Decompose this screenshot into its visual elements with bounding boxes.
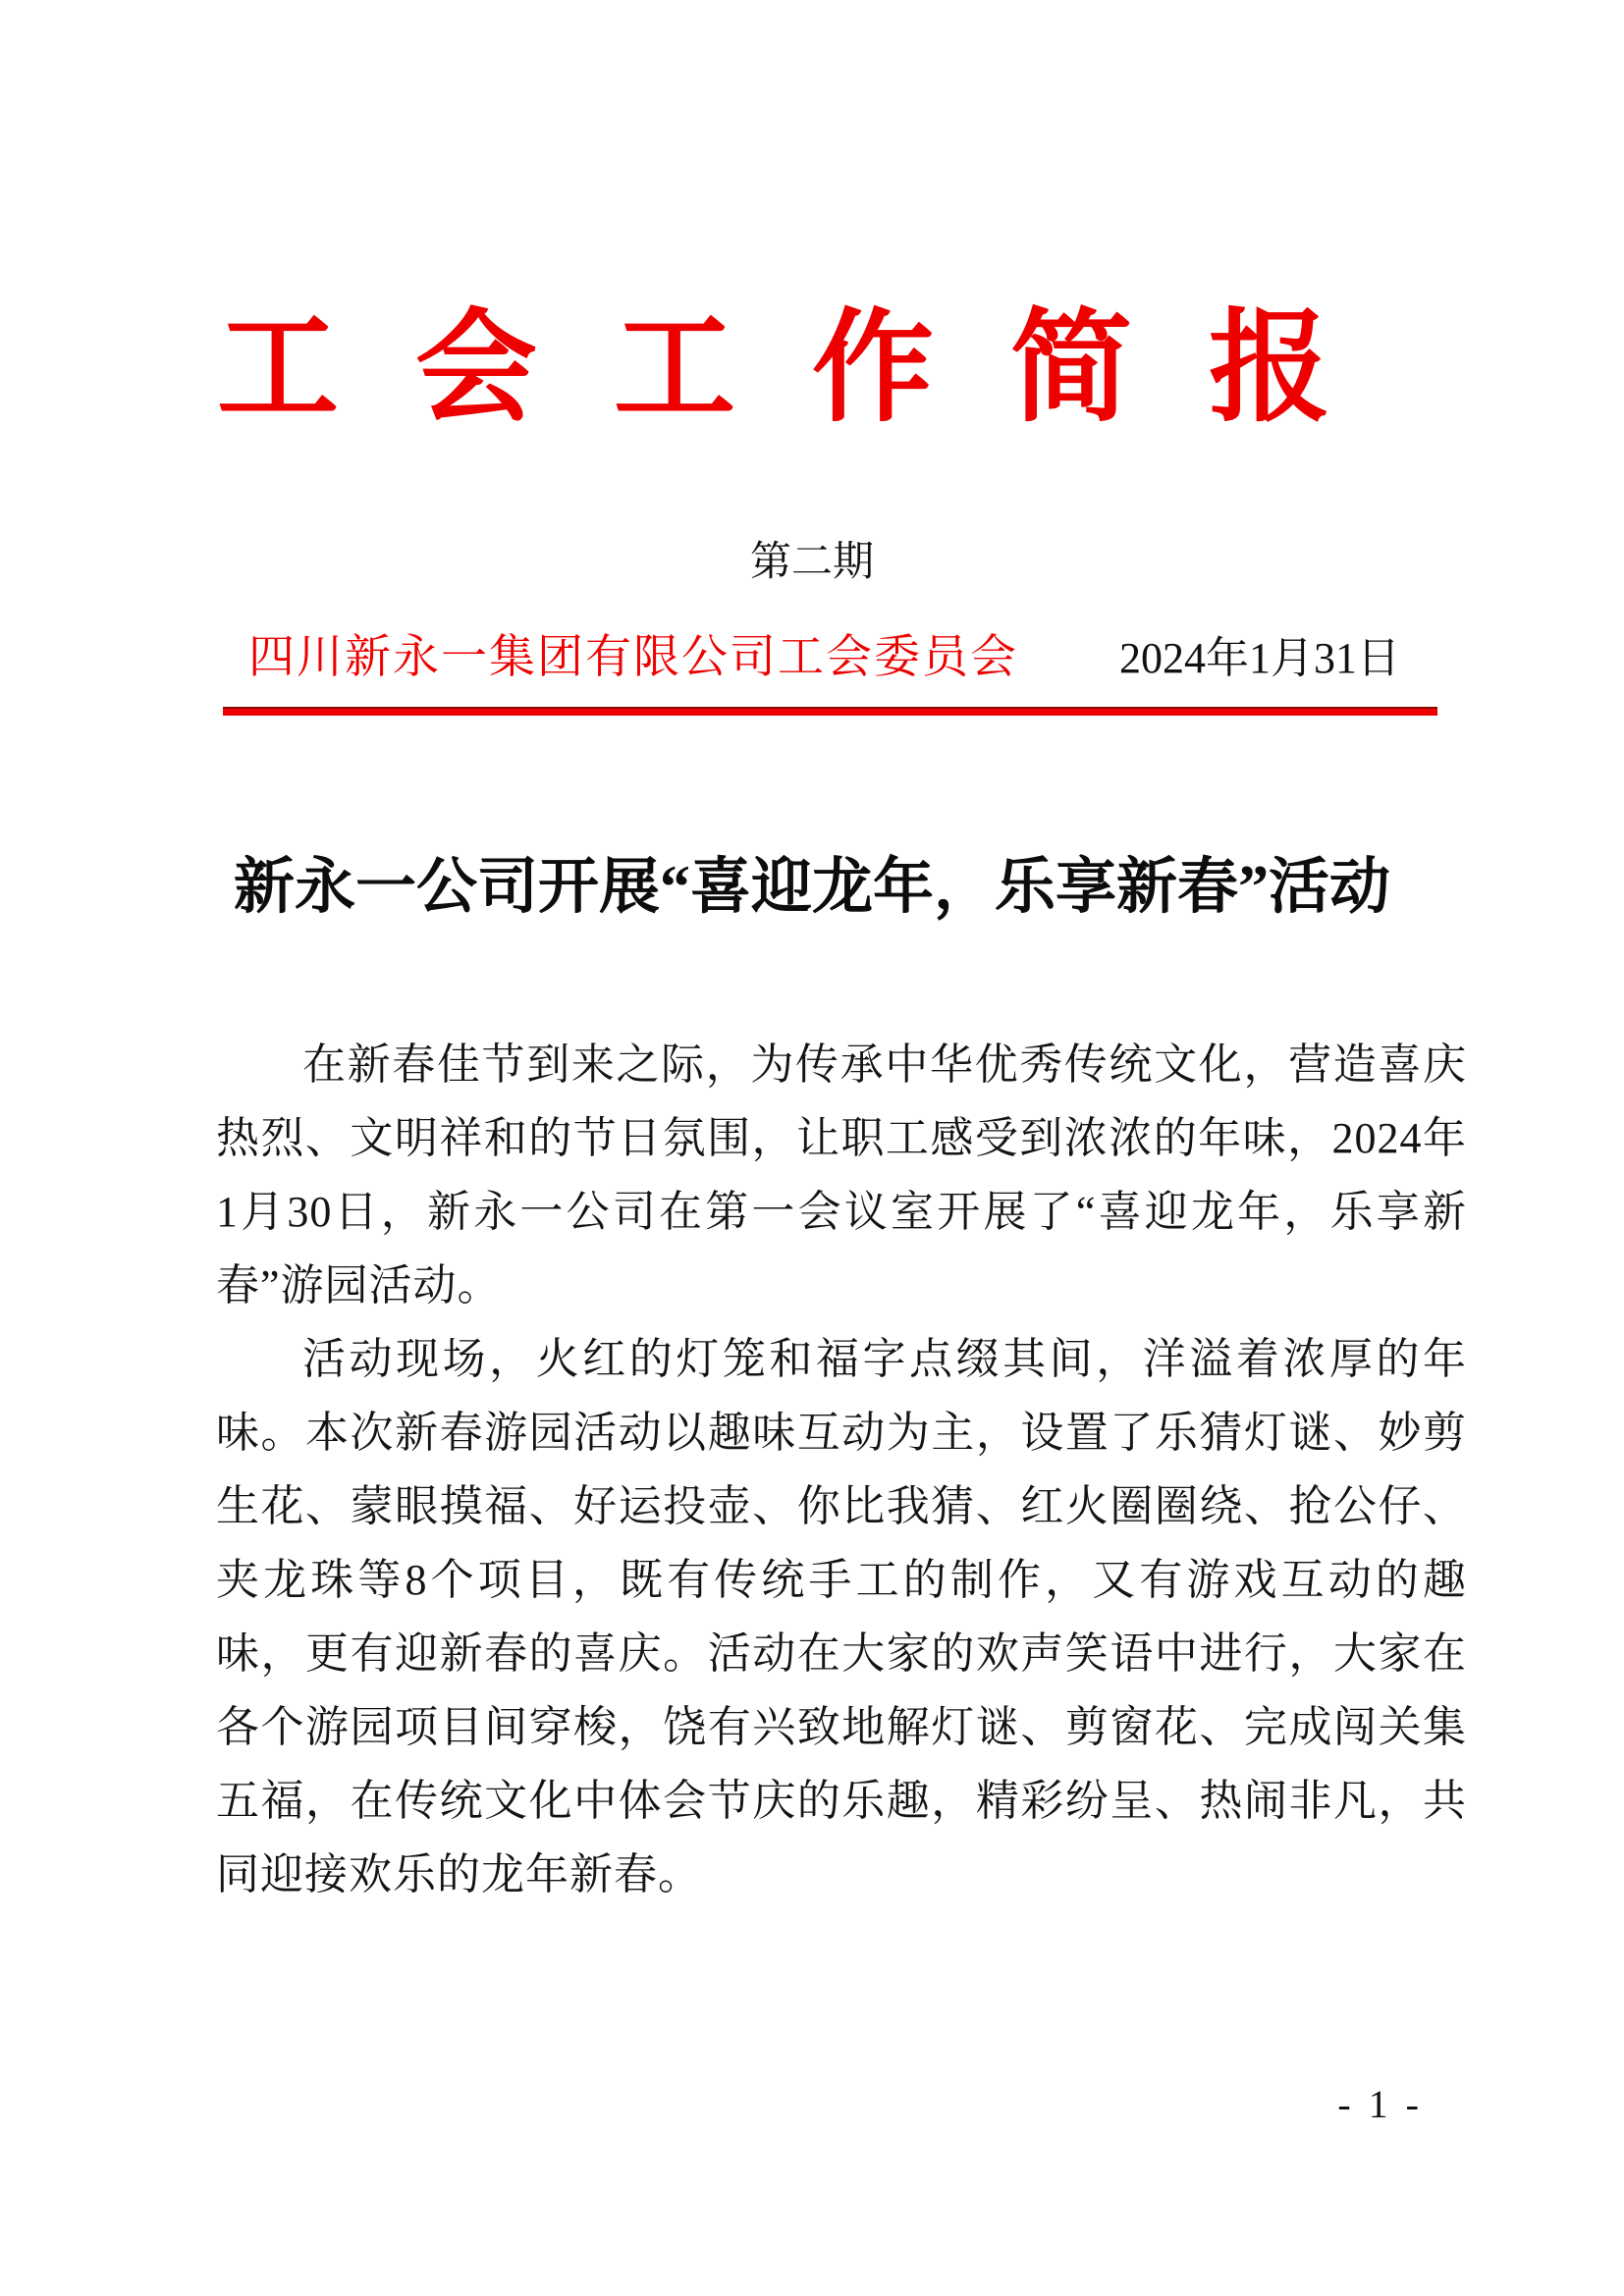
article-headline: 新永一公司开展“喜迎龙年，乐享新春”活动 (233, 854, 1390, 921)
red-divider-rule (223, 707, 1437, 716)
issue-label: 第二期 (749, 540, 874, 585)
article-body (216, 1028, 1467, 1911)
publication-date: 2024年1月31日 (1119, 634, 1400, 682)
page-number: - 1 - (1337, 2082, 1423, 2126)
meta-row (248, 630, 1400, 685)
organization-name: 四川新永一集团有限公司工会委员会 (248, 632, 1018, 683)
masthead-title: 工会工作简报 (216, 301, 1407, 436)
article-paragraph-1: 在新春佳节到来之际，为传承中华优秀传统文化，营造喜庆热烈、文明祥和的节日氛围，让职工感受到浓浓的年味，2024年1月30日，新永一公司在第一会议室开展了“喜迎龙年，乐享新春”游园活动。 (216, 1041, 1467, 1309)
article-paragraph-2: 活动现场，火红的灯笼和福字点缀其间，洋溢着浓厚的年味。本次新春游园活动以趣味互动为主，设置了乐猜灯谜、妙剪生花、蒙眼摸福、好运投壶、你比我猜、红火圈圈绕、抢公仔、夹龙珠等8个项目，既有传统手工的制作，又有游戏互动的趣味，更有迎新春的喜庆。活动在大家的欢声笑语中进行，大家在各个游园项目间穿梭，饶有兴致地解灯谜、剪窗花、完成闯关集五福，在传统文化中体会节庆的乐趣，精彩纷呈、热闹非凡，共同迎接欢乐的龙年新春。 (216, 1335, 1467, 1898)
